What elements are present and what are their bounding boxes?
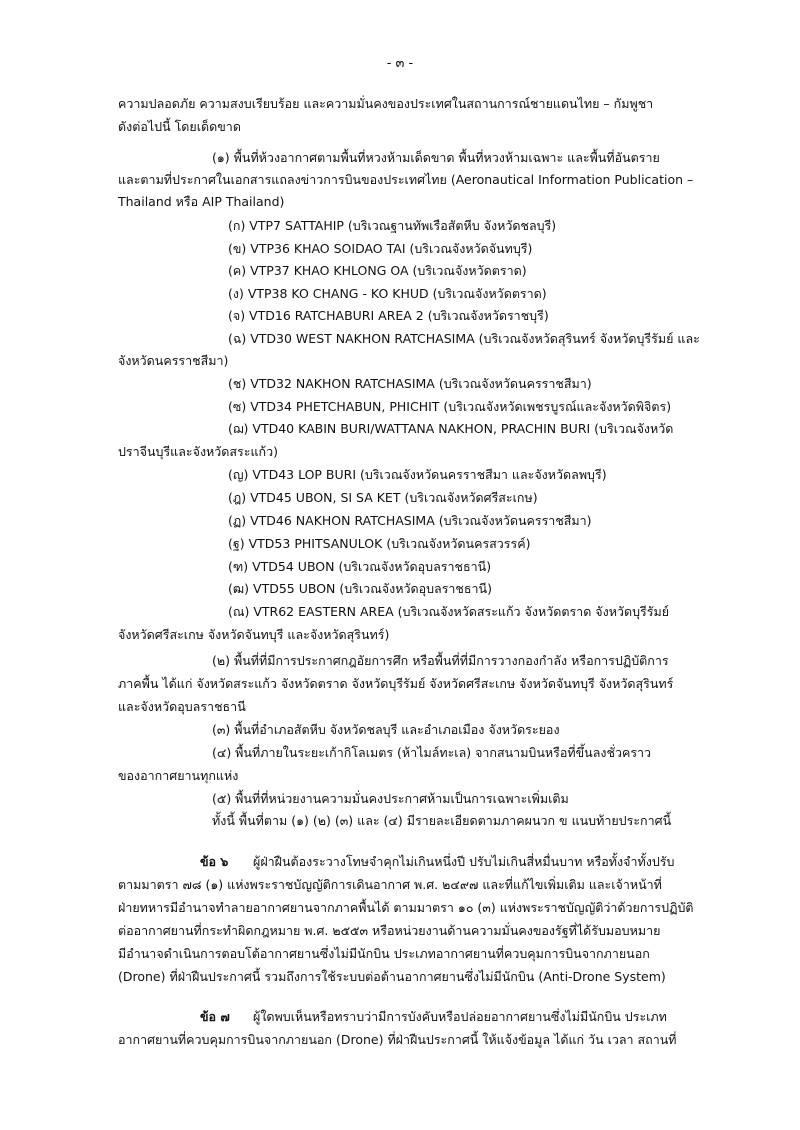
zone-item: (จ) VTD16 RATCHABURI AREA 2 (บริเวณจังหวัดราชบุรี) [228, 308, 549, 323]
zone-item: (ฎ) VTD45 UBON, SI SA KET (บริเวณจังหวัดศรีสะเกษ) [228, 490, 538, 505]
zone-item-continuation: ปราจีนบุรีและจังหวัดสระแก้ว) [118, 444, 278, 459]
clause-6-label: ข้อ ๖ [200, 854, 229, 869]
intro-line: ความปลอดภัย ความสงบเรียบร้อย และความมั่นคงของประเทศในสถานการณ์ชายแดนไทย – กัมพูชา [118, 96, 654, 111]
item-4-line: (๔) พื้นที่ภายในระยะเก้ากิโลเมตร (ห้าไมล์ทะเล) จากสนามบินหรือที่ขึ้นลงชั่วคราว [212, 745, 652, 760]
zone-item: (ฐ) VTD53 PHITSANULOK (บริเวณจังหวัดนครสวรรค์) [228, 536, 531, 551]
item-1-line: และตามที่ประกาศในเอกสารแถลงข่าวการบินของประเทศไทย (Aeronautical Information Publication – [118, 172, 694, 187]
zone-item: (ฉ) VTD30 WEST NAKHON RATCHASIMA (บริเวณจังหวัดสุรินทร์ จังหวัดบุรีรัมย์ และ [228, 331, 700, 346]
item-2-line: ภาคพื้น ได้แก่ จังหวัดสระแก้ว จังหวัดตราด จังหวัดบุรีรัมย์ จังหวัดศรีสะเกษ จังหวัดจันทบุรี จังหวัดสุรินทร์ [118, 676, 674, 691]
item-4-line: ของอากาศยานทุกแห่ง [118, 768, 239, 783]
item-2-line: และจังหวัดอุบลราชธานี [118, 699, 246, 714]
clause-7-line: ผู้ใดพบเห็นหรือทราบว่ามีการบังคับหรือปล่อยอากาศยานซึ่งไม่มีนักบิน ประเภท [253, 1009, 667, 1024]
zone-item-continuation: จังหวัดนครราชสีมา) [118, 353, 229, 368]
zone-item: (ก) VTP7 SATTAHIP (บริเวณฐานทัพเรือสัตหีบ จังหวัดชลบุรี) [228, 218, 557, 233]
zone-item: (ฑ) VTD54 UBON (บริเวณจังหวัดอุบลราชธานี) [228, 559, 492, 574]
clause-6-line: ฝ่ายทหารมีอำนาจทำลายอากาศยานจากภาคพื้นได้ ตามมาตรา ๑๐ (๓) แห่งพระราชบัญญัติว่าด้วยการปฏิบัติ [118, 900, 694, 915]
zone-item: (ค) VTP37 KHAO KHLONG OA (บริเวณจังหวัดตราด) [228, 263, 527, 278]
item-2-line: (๒) พื้นที่ที่มีการประกาศกฎอัยการศึก หรือพื้นที่ที่มีการวางกองกำลัง หรือการปฏิบัติการ [212, 653, 669, 668]
clause-6-line: ต่ออากาศยานที่กระทำผิดกฎหมาย พ.ศ. ๒๕๕๓ หรือหน่วยงานด้านความมั่นคงของรัฐที่ได้รับมอบหมาย [118, 923, 661, 938]
item-3: (๓) พื้นที่อำเภอสัตหีบ จังหวัดชลบุรี และอำเภอเมือง จังหวัดระยอง [212, 722, 560, 737]
page-number: - ๓ - [386, 56, 414, 71]
summary: ทั้งนี้ พื้นที่ตาม (๑) (๒) (๓) และ (๔) มีรายละเอียดตามภาคผนวก ข แนบท้ายประกาศนี้ [212, 813, 672, 828]
zone-item: (ญ) VTD43 LOP BURI (บริเวณจังหวัดนครราชสีมา และจังหวัดลพบุรี) [228, 467, 607, 482]
clause-7-label: ข้อ ๗ [200, 1009, 230, 1024]
clause-6-line: (Drone) ที่ฝ่าฝืนประกาศนี้ รวมถึงการใช้ระบบต่อต้านอากาศยานซึ่งไม่มีนักบิน (Anti-Drone System) [118, 969, 666, 984]
clause-7-line: อากาศยานที่ควบคุมการบินจากภายนอก (Drone) ที่ฝ่าฝืนประกาศนี้ ให้แจ้งข้อมูล ได้แก่ วัน เวลา สถานที่ [118, 1032, 677, 1047]
item-1-line: (๑) พื้นที่ห้วงอากาศตามพื้นที่หวงห้ามเด็ดขาด พื้นที่หวงห้ามเฉพาะ และพื้นที่อันตราย [212, 150, 660, 165]
zone-item: (ช) VTD32 NAKHON RATCHASIMA (บริเวณจังหวัดนครราชสีมา) [228, 376, 592, 391]
zone-item: (ง) VTP38 KO CHANG - KO KHUD (บริเวณจังหวัดตราด) [228, 286, 547, 301]
zone-item-continuation: จังหวัดศรีสะเกษ จังหวัดจันทบุรี และจังหวัดสุรินทร์) [118, 627, 390, 642]
zone-item: (ฒ) VTD55 UBON (บริเวณจังหวัดอุบลราชธานี) [228, 581, 492, 596]
item-1-line: Thailand หรือ AIP Thailand) [118, 194, 285, 209]
zone-item: (ซ) VTD34 PHETCHABUN, PHICHIT (บริเวณจังหวัดเพชรบูรณ์และจังหวัดพิจิตร) [228, 399, 672, 414]
clause-6-line: ตามมาตรา ๗๘ (๑) แห่งพระราชบัญญัติการเดินอากาศ พ.ศ. ๒๔๙๗ และที่แก้ไขเพิ่มเติม และเจ้าหน้าที่ [118, 877, 662, 892]
zone-item: (ฏ) VTD46 NAKHON RATCHASIMA (บริเวณจังหวัดนครราชสีมา) [228, 513, 592, 528]
zone-item: (ข) VTP36 KHAO SOIDAO TAI (บริเวณจังหวัดจันทบุรี) [228, 241, 533, 256]
zone-item: (ณ) VTR62 EASTERN AREA (บริเวณจังหวัดสระแก้ว จังหวัดตราด จังหวัดบุรีรัมย์ [228, 604, 670, 619]
clause-6-line: มีอำนาจดำเนินการตอบโต้อากาศยานซึ่งไม่มีนักบิน ประเภทอากาศยานที่ควบคุมการบินจากภายนอก [118, 946, 650, 961]
clause-6-line: ผู้ฝ่าฝืนต้องระวางโทษจำคุกไม่เกินหนึ่งปี ปรับไม่เกินสี่หมื่นบาท หรือทั้งจำทั้งปรับ [253, 854, 675, 869]
zone-item: (ฌ) VTD40 KABIN BURI/WATTANA NAKHON, PRACHIN BURI (บริเวณจังหวัด [228, 421, 674, 436]
intro-line: ดังต่อไปนี้ โดยเด็ดขาด [118, 119, 241, 134]
item-5: (๕) พื้นที่ที่หน่วยงานความมั่นคงประกาศห้ามเป็นการเฉพาะเพิ่มเติม [212, 791, 569, 806]
